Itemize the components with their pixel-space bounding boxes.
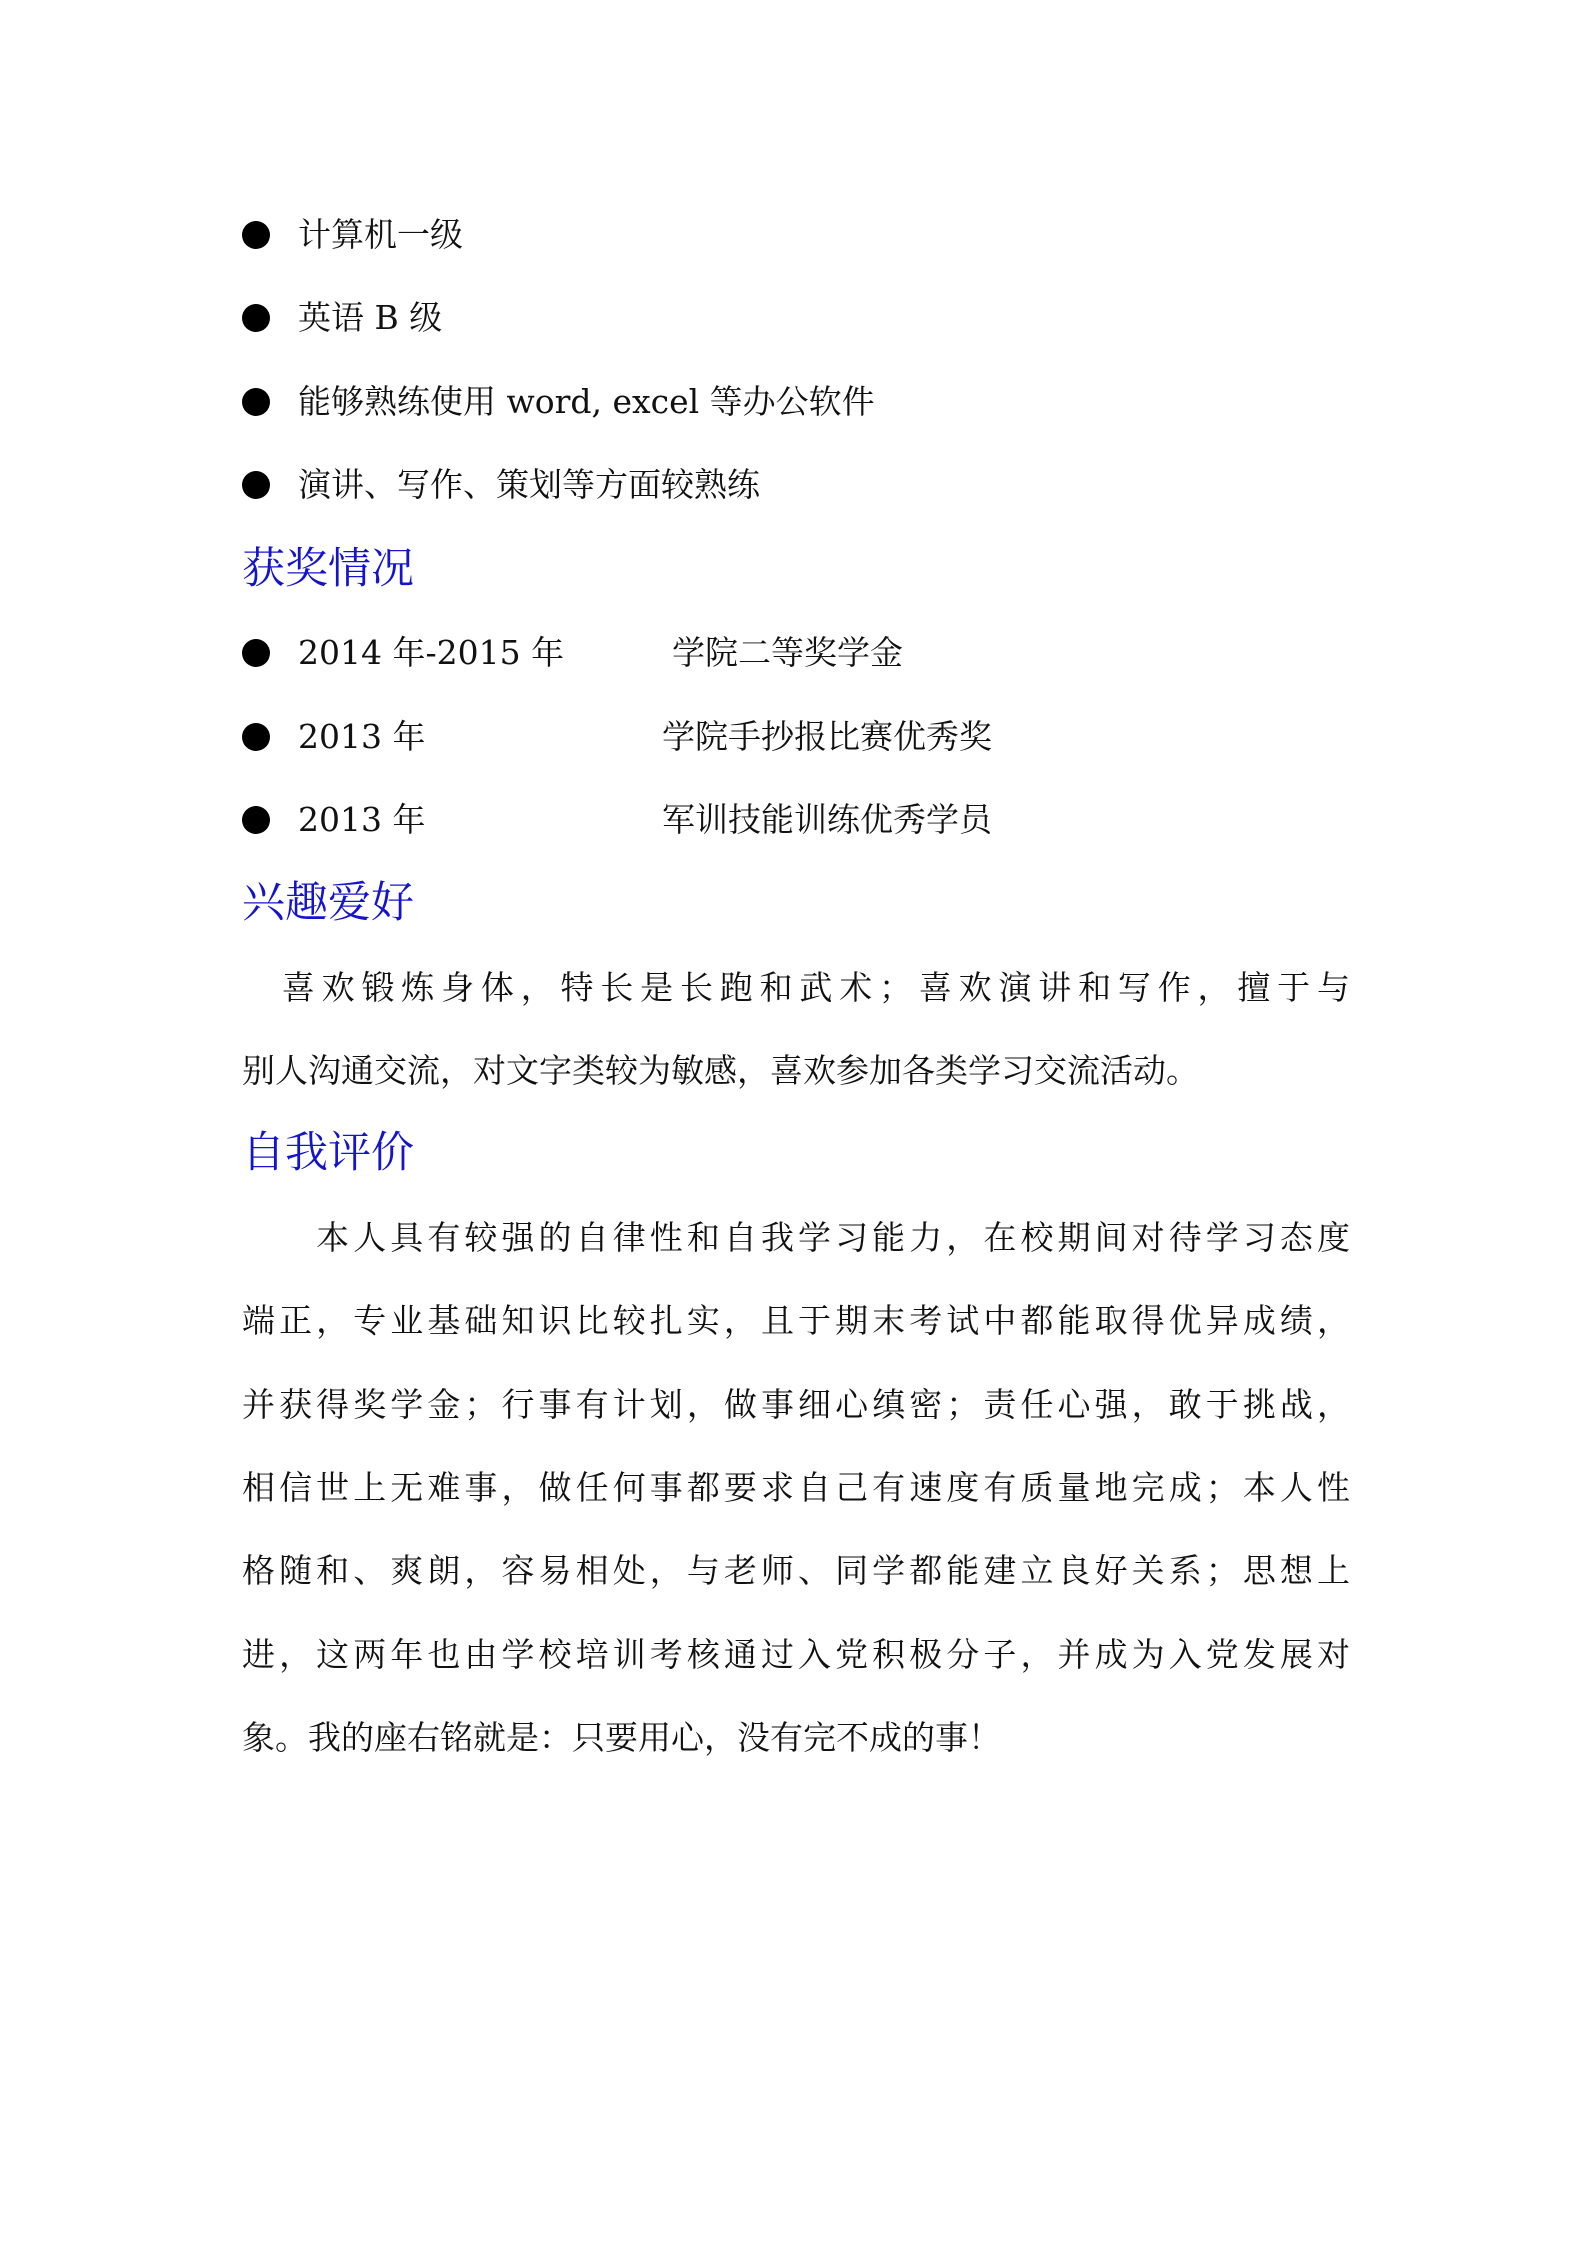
bullet-icon	[242, 221, 270, 249]
skill-text: 英语 B 级	[298, 298, 443, 337]
paragraph-line: 端正，专业基础知识比较扎实，且于期末考试中都能取得优异成绩，	[242, 1301, 1350, 1340]
skill-text: 计算机一级	[298, 215, 463, 254]
self-evaluation-heading: 自我评价	[242, 1128, 414, 1178]
award-title: 军训技能训练优秀学员	[662, 800, 992, 839]
paragraph-line: 本人具有较强的自律性和自我学习能力，在校期间对待学习态度	[242, 1218, 1350, 1257]
paragraph-line: 象。我的座右铭就是：只要用心，没有完不成的事！	[242, 1718, 1001, 1757]
skill-text: 能够熟练使用 word, excel 等办公软件	[298, 382, 875, 421]
bullet-icon	[242, 471, 270, 499]
bullet-icon	[242, 806, 270, 834]
bullet-icon	[242, 388, 270, 416]
award-date: 2014 年-2015 年	[298, 633, 565, 672]
awards-heading: 获奖情况	[242, 544, 414, 594]
paragraph-line: 进，这两年也由学校培训考核通过入党积极分子，并成为入党发展对	[242, 1635, 1350, 1674]
bullet-icon	[242, 723, 270, 751]
skill-text: 演讲、写作、策划等方面较熟练	[298, 465, 760, 504]
award-date: 2013 年	[298, 800, 426, 839]
bullet-icon	[242, 304, 270, 332]
paragraph-line: 并获得奖学金；行事有计划，做事细心缜密；责任心强，敢于挑战，	[242, 1385, 1350, 1424]
paragraph-line: 别人沟通交流，对文字类较为敏感，喜欢参加各类学习交流活动。	[242, 1051, 1199, 1090]
award-title: 学院手抄报比赛优秀奖	[662, 717, 992, 756]
award-date: 2013 年	[298, 717, 426, 756]
award-title: 学院二等奖学金	[672, 633, 903, 672]
paragraph-line: 喜欢锻炼身体，特长是长跑和武术；喜欢演讲和写作，擅于与	[242, 968, 1350, 1007]
bullet-icon	[242, 639, 270, 667]
paragraph-line: 格随和、爽朗，容易相处，与老师、同学都能建立良好关系；思想上	[242, 1551, 1350, 1590]
paragraph-line: 相信世上无难事，做任何事都要求自己有速度有质量地完成；本人性	[242, 1468, 1350, 1507]
hobbies-heading: 兴趣爱好	[242, 878, 414, 928]
